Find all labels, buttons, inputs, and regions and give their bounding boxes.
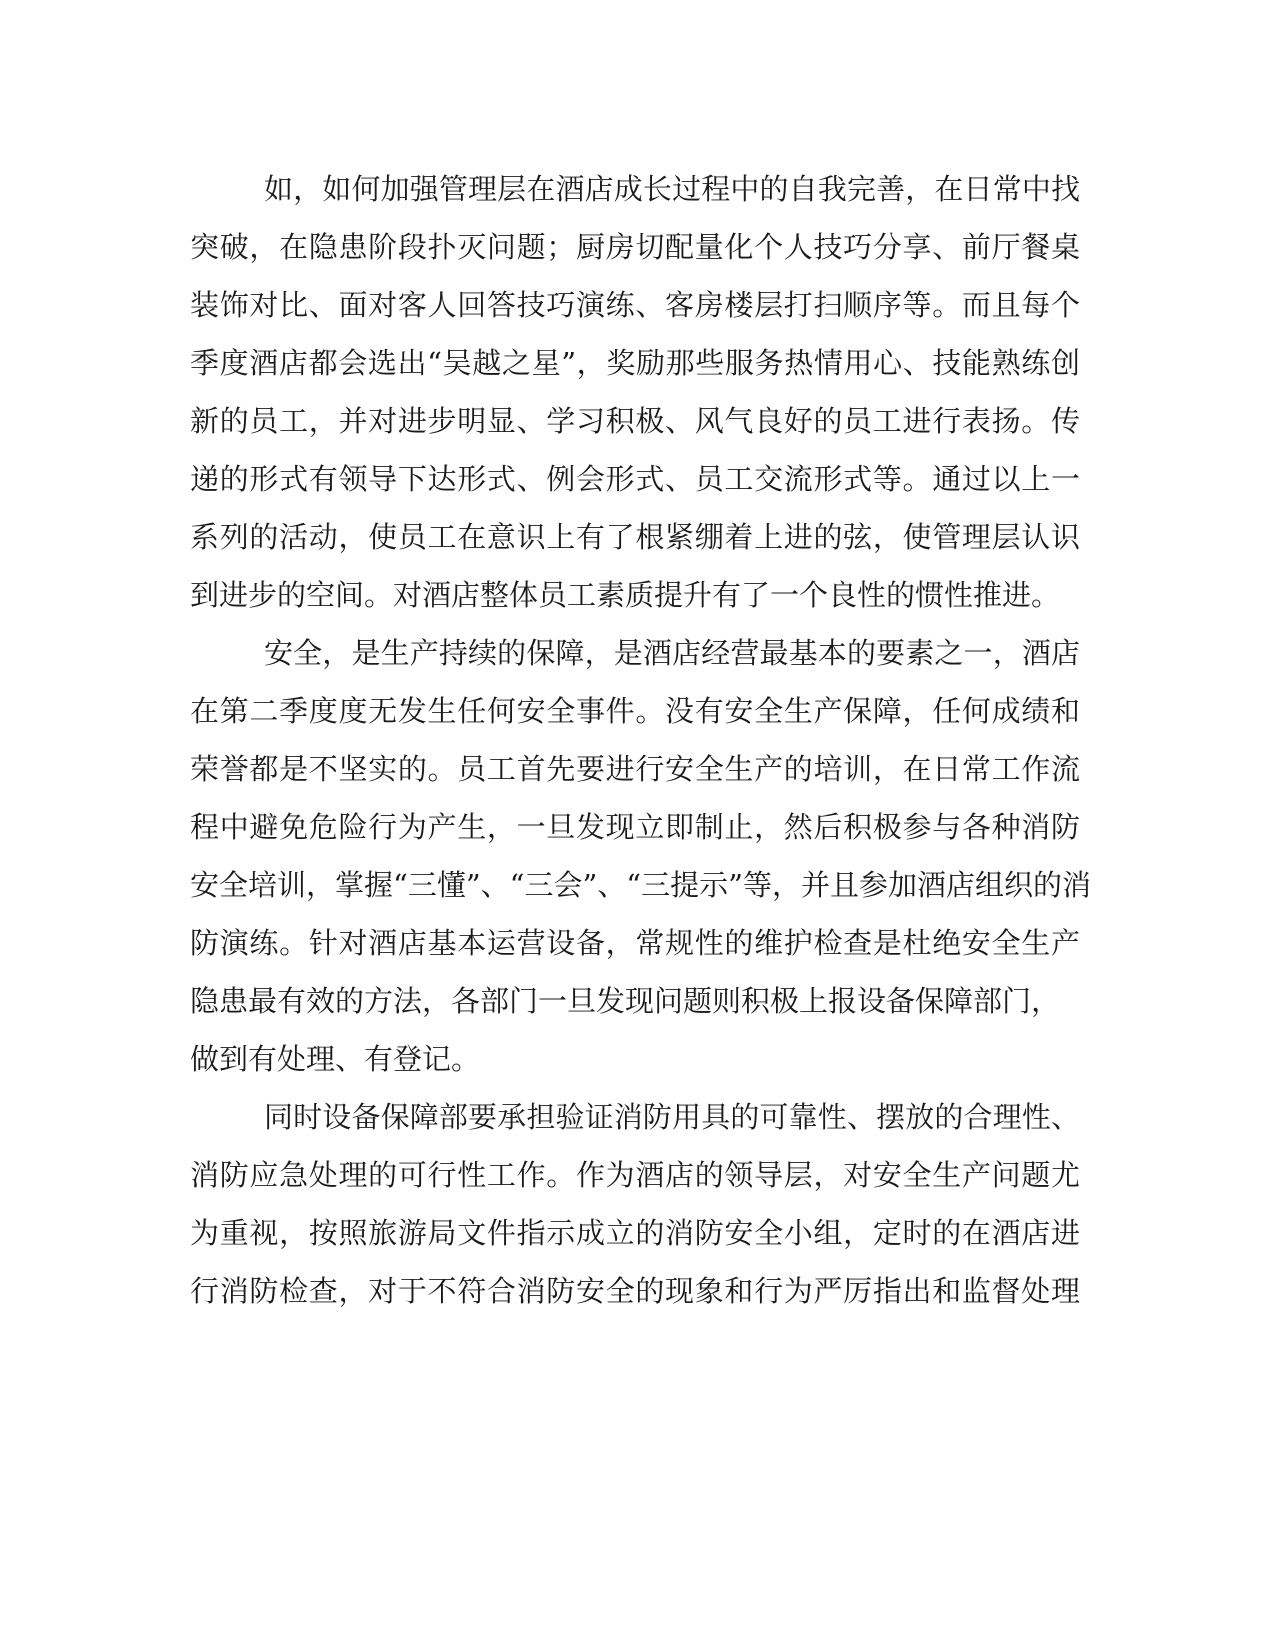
paragraph-line: 防演练。针对酒店基本运营设备，常规性的维护检查是杜绝安全生产 — [190, 926, 1080, 960]
paragraph-line: 做到有处理、有登记。 — [190, 1042, 481, 1076]
paragraph-line: 消防应急处理的可行性工作。作为酒店的领导层，对安全生产问题尤 — [190, 1158, 1080, 1192]
paragraph-line: 隐患最有效的方法，各部门一旦发现问题则积极上报设备保障部门， — [190, 984, 1061, 1018]
paragraph-line: 系列的活动，使员工在意识上有了根紧绷着上进的弦，使管理层认识 — [190, 520, 1080, 554]
paragraph-line: 季度酒店都会选出“吴越之星”，奖励那些服务热情用心、技能熟练创 — [190, 346, 1080, 380]
paragraph-3 — [190, 1088, 1080, 1320]
paragraph-line: 装饰对比、面对客人回答技巧演练、客房楼层打扫顺序等。而且每个 — [190, 288, 1080, 322]
paragraph-line: 行消防检查，对于不符合消防安全的现象和行为严厉指出和监督处理 — [190, 1274, 1080, 1308]
paragraph-2 — [190, 624, 1091, 1088]
paragraph-line: 在第二季度度无发生任何安全事件。没有安全生产保障，任何成绩和 — [190, 694, 1080, 728]
paragraph-line: 为重视，按照旅游局文件指示成立的消防安全小组，定时的在酒店进 — [190, 1216, 1080, 1250]
paragraph-line: 如，如何加强管理层在酒店成长过程中的自我完善，在日常中找 — [264, 172, 1080, 206]
paragraph-line: 同时设备保障部要承担验证消防用具的可靠性、摆放的合理性、 — [264, 1100, 1080, 1134]
paragraph-line: 新的员工，并对进步明显、学习积极、风气良好的员工进行表扬。传 — [190, 404, 1080, 438]
paragraph-1 — [190, 160, 1080, 624]
paragraph-line: 突破，在隐患阶段扑灭问题；厨房切配量化个人技巧分享、前厅餐桌 — [190, 230, 1080, 264]
document-body — [190, 160, 1091, 1320]
paragraph-line: 安全培训，掌握“三懂”、“三会”、“三提示”等，并且参加酒店组织的消 — [190, 868, 1091, 902]
paragraph-line: 安全，是生产持续的保障，是酒店经营最基本的要素之一，酒店 — [264, 636, 1080, 670]
paragraph-line: 到进步的空间。对酒店整体员工素质提升有了一个良性的惯性推进。 — [190, 578, 1061, 612]
paragraph-line: 递的形式有领导下达形式、例会形式、员工交流形式等。通过以上一 — [190, 462, 1080, 496]
paragraph-line: 荣誉都是不坚实的。员工首先要进行安全生产的培训，在日常工作流 — [190, 752, 1080, 786]
paragraph-line: 程中避免危险行为产生，一旦发现立即制止，然后积极参与各种消防 — [190, 810, 1080, 844]
